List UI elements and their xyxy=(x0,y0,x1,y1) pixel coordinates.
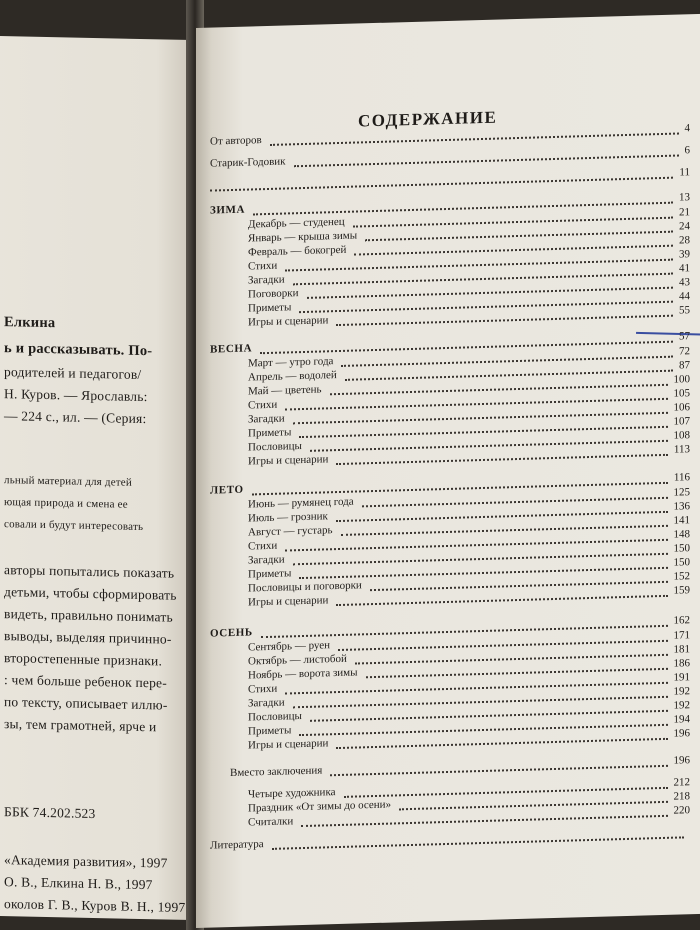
toc-leader-dots xyxy=(294,155,679,168)
toc-leader-dots xyxy=(336,595,667,606)
toc-page-number: 116 xyxy=(673,471,690,484)
toc-entry-label: Загадки xyxy=(248,553,285,567)
left-text-line: : чем больше ребенок пере- xyxy=(4,672,167,691)
toc-entry-label: Литература xyxy=(210,838,264,852)
left-text-line: околов Г. В., Куров В. Н., 1997 xyxy=(4,896,186,915)
toc-page-number: 192 xyxy=(673,699,690,712)
toc-page-number: 186 xyxy=(673,657,690,670)
toc-entry-label: Стихи xyxy=(248,682,278,696)
left-text-line: второстепенные признаки. xyxy=(4,650,163,669)
left-text-line: Елкина xyxy=(4,314,56,332)
toc-entry-label: Приметы xyxy=(248,724,292,738)
toc-entry-label: Игры и сценарии xyxy=(248,314,329,329)
toc-page-number: 100 xyxy=(673,373,690,386)
left-text-line: детьми, чтобы сформировать xyxy=(4,584,177,603)
toc-leader-dots xyxy=(210,177,673,192)
toc-row xyxy=(210,826,690,853)
toc-entry-label: Июль — грозник xyxy=(248,510,328,525)
left-text-line: по тексту, описывает иллю- xyxy=(4,694,168,713)
toc-entry-label: ЛЕТО xyxy=(210,483,244,497)
toc-entry-label: Четыре художника xyxy=(248,786,336,801)
toc-entry-label: Пословицы xyxy=(248,440,302,454)
toc-page-number: 125 xyxy=(673,486,690,499)
toc-page-number: 105 xyxy=(673,387,690,400)
toc-entry-label: Вместо заключения xyxy=(230,764,323,780)
left-text-line: ББК 74.202.523 xyxy=(4,804,96,822)
toc-entry-label: Приметы xyxy=(248,301,292,315)
toc-entry-label: Март — утро года xyxy=(248,355,334,370)
toc-entry-label: ОСЕНЬ xyxy=(210,626,253,640)
toc-page-number: 192 xyxy=(673,685,690,698)
left-text-line: ь и рассказывать. По- xyxy=(4,340,153,360)
left-text-line: авторы попытались показать xyxy=(4,562,175,581)
toc-leader-dots xyxy=(336,738,667,749)
toc-page-number: 181 xyxy=(673,643,690,656)
toc-leader-dots xyxy=(301,815,667,827)
toc-entry-label: Октябрь — листобой xyxy=(248,652,347,668)
toc-page-number: 4 xyxy=(684,122,690,135)
toc-leader-dots xyxy=(270,133,679,146)
toc-page-number: 212 xyxy=(673,776,690,789)
toc-page-number: 21 xyxy=(679,206,690,219)
toc-title: СОДЕРЖАНИЕ xyxy=(358,107,498,131)
toc-entry-label: Игры и сценарии xyxy=(248,453,329,468)
toc-page-number: 150 xyxy=(673,556,690,569)
toc-page-number: 150 xyxy=(673,542,690,555)
toc-page-number: 159 xyxy=(673,584,690,597)
toc-page-number: 28 xyxy=(679,234,690,247)
toc-leader-dots xyxy=(336,315,673,326)
toc-entry-label: Загадки xyxy=(248,412,285,426)
toc-entry-label: От авторов xyxy=(210,134,262,148)
left-text-line: Н. Куров. — Ярославль: xyxy=(4,386,148,405)
toc-page-number: 39 xyxy=(679,248,690,261)
toc-page-number: 57 xyxy=(679,330,690,343)
toc-page-number: 13 xyxy=(679,191,690,204)
left-text-line: зы, тем грамотней, ярче и xyxy=(4,716,157,735)
toc-entry-label: ВЕСНА xyxy=(210,342,253,356)
toc-page-number: 220 xyxy=(673,804,690,817)
left-text-line: ющая природа и смена ее xyxy=(4,496,128,511)
toc-page-number: 218 xyxy=(673,790,690,803)
toc-entry-label: Январь — крыша зимы xyxy=(248,229,358,245)
toc-entry-label: Стихи xyxy=(248,398,278,412)
toc-page-number: 55 xyxy=(679,304,690,317)
toc-entry-label: Пословицы xyxy=(248,710,302,724)
toc-entry-label: Пословицы и поговорки xyxy=(248,579,362,595)
toc-entry-label: Май — цветень xyxy=(248,383,322,398)
toc-entry-label: Июнь — румянец года xyxy=(248,495,354,511)
toc-page-number: 191 xyxy=(673,671,690,684)
toc-page-number: 148 xyxy=(673,528,690,541)
left-text-line: «Академия развития», 1997 xyxy=(4,852,168,871)
toc-entry-label: Декабрь — студенец xyxy=(248,215,345,231)
toc-page-number: 41 xyxy=(679,262,690,275)
toc-entry-label: Приметы xyxy=(248,426,292,440)
toc-page-number: 194 xyxy=(673,713,690,726)
toc-page-number: 87 xyxy=(679,359,690,372)
toc-entry-label: Праздник «От зимы до осени» xyxy=(248,798,392,815)
left-text-line: льный материал для детей xyxy=(4,474,132,489)
left-page xyxy=(0,36,198,920)
toc-leader-dots xyxy=(330,765,667,776)
toc-page-number: 113 xyxy=(673,443,690,456)
toc-page-number: 72 xyxy=(679,345,690,358)
toc-entry-label: Поговорки xyxy=(248,287,299,301)
toc-page-number: 24 xyxy=(679,220,690,233)
left-text-line: — 224 с., ил. — (Серия: xyxy=(4,408,147,427)
toc-page-number: 196 xyxy=(673,754,690,767)
left-text-line: совали и будут интересовать xyxy=(4,518,144,534)
toc-entry-label: Загадки xyxy=(248,696,285,710)
toc-entry-label: Сентябрь — руен xyxy=(248,639,331,654)
toc-page-number: 106 xyxy=(673,401,690,414)
toc-page-number: 152 xyxy=(673,570,690,583)
toc-entry-label: Считалки xyxy=(248,815,294,829)
left-text-line: видеть, правильно понимать xyxy=(4,606,173,625)
toc-leader-dots xyxy=(336,454,667,465)
toc-page-number: 108 xyxy=(673,429,690,442)
toc-entry-label: ЗИМА xyxy=(210,203,246,217)
toc-page-number: 141 xyxy=(673,514,690,527)
toc-entry-label: Август — густарь xyxy=(248,524,333,539)
toc-page-number: 171 xyxy=(673,629,690,642)
left-text-line: родителей и педагогов/ xyxy=(4,364,142,382)
toc-row xyxy=(210,166,690,193)
toc-leader-dots xyxy=(272,836,684,850)
toc-entry-label: Загадки xyxy=(248,273,285,287)
toc-entry-label: Старик-Годовик xyxy=(210,155,286,170)
toc-entry-label: Стихи xyxy=(248,259,278,273)
toc-entry-label: Игры и сценарии xyxy=(248,594,329,609)
toc-page-number: 11 xyxy=(679,166,690,179)
toc-entry-label: Февраль — бокогрей xyxy=(248,243,347,259)
toc-page-number: 196 xyxy=(673,727,690,740)
toc-entry-label: Стихи xyxy=(248,539,278,553)
right-page-toc xyxy=(196,13,700,928)
toc-entry-label: Приметы xyxy=(248,567,292,581)
toc-entry-label: Апрель — водолей xyxy=(248,369,337,384)
toc-page-number: 43 xyxy=(679,276,690,289)
toc-page-number: 44 xyxy=(679,290,690,303)
toc-page-number: 162 xyxy=(673,614,690,627)
toc-page-number: 6 xyxy=(684,144,690,157)
left-text-line: выводы, выделяя причинно- xyxy=(4,628,172,647)
toc-entry-label: Ноябрь — ворота зимы xyxy=(248,666,358,682)
toc-entry-label: Игры и сценарии xyxy=(248,737,329,752)
toc-page-number: 107 xyxy=(673,415,690,428)
toc-page-number: 136 xyxy=(673,500,690,513)
left-text-line: О. В., Елкина Н. В., 1997 xyxy=(4,874,153,893)
